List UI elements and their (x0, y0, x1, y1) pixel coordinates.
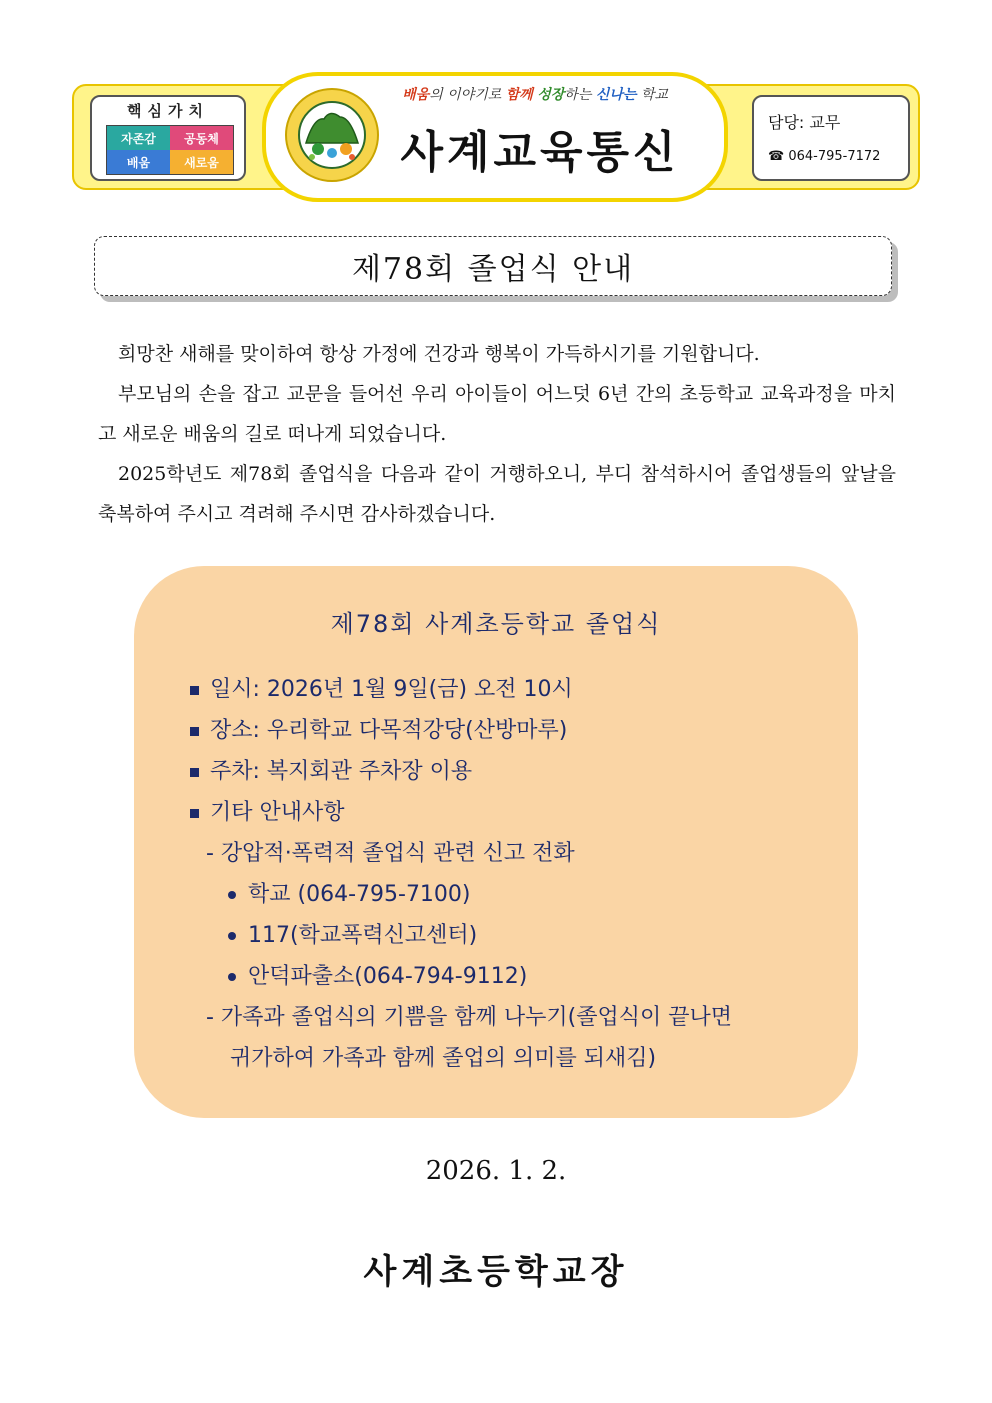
slogan-part: 의 이야기로 (429, 87, 506, 103)
notice-paragraph: 부모님의 손을 잡고 교문을 들어선 우리 아이들이 어느덧 6년 간의 초등학교 교육과정을 마치고 새로운 배움의 길로 떠나게 되었습니다. (98, 383, 896, 445)
info-parking: 주차: 복지회관 주차장 이용 (210, 759, 473, 784)
contact-phone-number: 064-795-7172 (788, 149, 881, 164)
core-values-grid (106, 125, 234, 175)
slogan-part: 함께 (505, 87, 533, 103)
info-date: 일시: 2026년 1월 9일(금) 오전 10시 (210, 677, 573, 702)
ceremony-info-title: 제78회 사계초등학교 졸업식 (330, 610, 662, 638)
info-subitem-continuation (190, 1041, 830, 1082)
notice-body (98, 334, 896, 534)
contact-department: 담당: 교무 (768, 113, 841, 132)
family-line-2: 귀가하여 가족과 함께 졸업의 의미를 되새김) (230, 1046, 657, 1071)
info-item (190, 672, 830, 713)
info-item (190, 754, 830, 795)
info-other: 기타 안내사항 (210, 800, 345, 825)
core-value-cell: 새로움 (170, 150, 233, 174)
phone-icon: ☎ (768, 149, 785, 164)
ceremony-info-list (190, 672, 830, 1082)
slogan-part: 학교 (636, 87, 668, 103)
report-contact-text: 학교 (064-795-7100) (248, 882, 471, 907)
square-bullet-icon (190, 727, 199, 736)
core-values-title: 핵심가치 (127, 102, 209, 120)
square-bullet-icon (190, 809, 199, 818)
notice-paragraph: 희망찬 새해를 맞이하여 항상 가정에 건강과 행복이 가득하시기를 기원합니다. (118, 343, 760, 365)
info-subitem (190, 1000, 830, 1041)
contact-box (752, 95, 910, 181)
dot-bullet-icon (228, 932, 236, 940)
square-bullet-icon (190, 768, 199, 777)
notice-paragraph: 2025학년도 제78회 졸업식을 다음과 같이 거행하오니, 부디 참석하시어 졸업생들의 앞날을 축복하여 주시고 격려해 주시면 감사하겠습니다. (98, 463, 896, 525)
dot-bullet-icon (228, 973, 236, 981)
report-heading: - 강압적·폭력적 졸업식 관련 신고 전화 (206, 841, 575, 866)
core-value-cell: 배움 (107, 150, 170, 174)
slogan-part: 성장 (537, 87, 565, 103)
report-contact (190, 959, 830, 1000)
notice-title-box (94, 236, 892, 296)
contact-phone (768, 149, 880, 164)
ceremony-info-card (134, 566, 858, 1118)
report-contact (190, 877, 830, 918)
info-item (190, 795, 830, 836)
slogan-part: 배움 (402, 87, 430, 103)
school-slogan (390, 84, 680, 104)
slogan-part: 신나는 (595, 87, 637, 103)
core-values-box (90, 95, 246, 181)
report-contact-text: 안덕파출소(064-794-9112) (248, 964, 528, 989)
report-contact-text: 117(학교폭력신고센터) (248, 923, 478, 948)
square-bullet-icon (190, 686, 199, 695)
report-contact (190, 918, 830, 959)
dot-bullet-icon (228, 891, 236, 899)
info-subitem (190, 836, 830, 877)
info-place: 장소: 우리학교 다목적강당(산방마루) (210, 718, 568, 743)
core-value-cell: 공동체 (170, 126, 233, 150)
info-item (190, 713, 830, 754)
family-line-1: - 가족과 졸업식의 기쁨을 함께 나누기(졸업식이 끝나면 (206, 1005, 733, 1030)
school-emblem-icon (284, 87, 380, 183)
issue-date: 2026. 1. 2. (425, 1156, 567, 1186)
slogan-part: 하는 (564, 87, 596, 103)
core-value-cell: 자존감 (107, 126, 170, 150)
principal-signature: 사계초등학교장 (363, 1252, 629, 1292)
notice-title: 제78회 졸업식 안내 (351, 252, 635, 287)
newsletter-title: 사계교육통신 (400, 127, 680, 178)
